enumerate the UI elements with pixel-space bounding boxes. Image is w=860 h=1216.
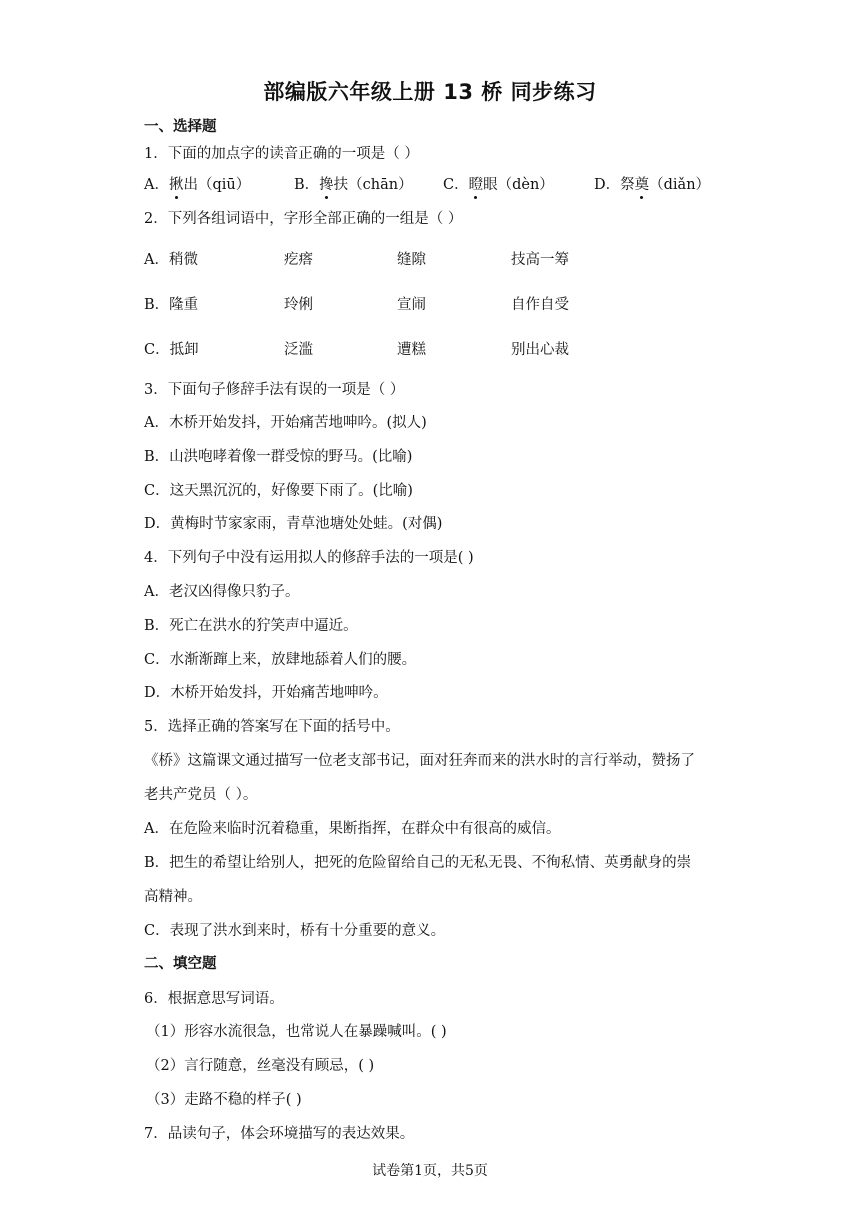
word-cell: A．稍微 bbox=[144, 252, 198, 268]
word-cell: 玲俐 bbox=[284, 297, 313, 313]
question-5-passage-line-2: 老共产党员（ ）。 bbox=[144, 787, 258, 803]
word-cell: 疙瘩 bbox=[284, 252, 313, 268]
question-6-item-2: （2）言行随意，丝毫没有顾忌，( ) bbox=[146, 1058, 375, 1074]
option-prefix: A． bbox=[144, 177, 169, 193]
page-title: 部编版六年级上册 13 桥 同步练习 bbox=[263, 80, 597, 104]
question-2-stem: 2．下列各组词语中，字形全部正确的一组是（ ） bbox=[144, 211, 463, 227]
question-5-stem: 5．选择正确的答案写在下面的括号中。 bbox=[144, 719, 400, 735]
option-char: 祭 bbox=[620, 177, 635, 193]
question-4-option-c: C．水渐渐蹿上来，放肆地舔着人们的腰。 bbox=[144, 652, 417, 668]
option-prefix: B． bbox=[294, 177, 320, 193]
word-cell: 宣闹 bbox=[397, 297, 426, 313]
option-char: 眼 bbox=[483, 177, 498, 193]
word-cell: 技高一筹 bbox=[511, 252, 569, 268]
question-5-option-b-line-1: B．把生的希望让给别人，把死的危险留给自己的无私无畏、不徇私情、英勇献身的崇 bbox=[144, 855, 692, 871]
word-cell: 缝隙 bbox=[397, 252, 426, 268]
question-4-option-d: D．木桥开始发抖，开始痛苦地呻吟。 bbox=[144, 685, 388, 701]
question-1-stem: 1．下面的加点字的读音正确的一项是（ ） bbox=[144, 146, 419, 162]
question-6-item-3: （3）走路不稳的样子( ) bbox=[146, 1092, 302, 1108]
word-cell: 自作自受 bbox=[511, 297, 569, 313]
question-5-option-c: C．表现了洪水到来时，桥有十分重要的意义。 bbox=[144, 923, 446, 939]
section-heading-fill: 二、填空题 bbox=[144, 956, 217, 972]
word-cell: C．抵卸 bbox=[144, 342, 199, 358]
question-1-option-b bbox=[294, 173, 413, 194]
word-cell: 遭糕 bbox=[397, 342, 426, 358]
dotted-char: 瞪 bbox=[469, 173, 484, 194]
dotted-char: 奠 bbox=[635, 173, 650, 194]
question-5-passage-line-1: 《桥》这篇课文通过描写一位老支部书记，面对狂奔而来的洪水时的言行举动，赞扬了 bbox=[144, 753, 695, 769]
dotted-char: 搀 bbox=[319, 173, 334, 194]
question-1-option-c bbox=[443, 173, 554, 194]
option-pinyin: （chān） bbox=[348, 177, 413, 193]
word-cell: 别出心裁 bbox=[511, 342, 569, 358]
dotted-char: 揪 bbox=[169, 173, 184, 194]
question-4-stem: 4．下列句子中没有运用拟人的修辞手法的一项是( ) bbox=[144, 550, 474, 566]
question-1-option-d bbox=[594, 173, 710, 194]
word-cell: 泛滥 bbox=[284, 342, 313, 358]
option-pinyin: （qiū） bbox=[197, 177, 251, 193]
option-prefix: C． bbox=[443, 177, 469, 193]
question-3-option-c: C．这天黑沉沉的，好像要下雨了。(比喻) bbox=[144, 483, 413, 499]
option-char: 出 bbox=[183, 177, 198, 193]
page-footer: 试卷第1页，共5页 bbox=[372, 1163, 488, 1179]
word-cell: B．隆重 bbox=[144, 297, 199, 313]
question-5-option-b-line-2: 高精神。 bbox=[144, 889, 202, 905]
question-5-option-a: A．在危险来临时沉着稳重，果断指挥，在群众中有很高的威信。 bbox=[144, 821, 561, 837]
section-heading-choice: 一、选择题 bbox=[144, 119, 217, 135]
question-7-stem: 7．品读句子，体会环境描写的表达效果。 bbox=[144, 1126, 415, 1142]
question-6-item-1: （1）形容水流很急，也常说人在暴躁喊叫。( ) bbox=[146, 1024, 447, 1040]
question-3-option-a: A．木桥开始发抖，开始痛苦地呻吟。(拟人) bbox=[144, 415, 427, 431]
option-pinyin: （dèn） bbox=[497, 177, 554, 193]
question-3-option-b: B．山洪咆哮着像一群受惊的野马。(比喻) bbox=[144, 449, 413, 465]
question-1-option-a bbox=[144, 173, 250, 194]
option-char: 扶 bbox=[333, 177, 349, 193]
question-3-stem: 3．下面句子修辞手法有误的一项是（ ） bbox=[144, 382, 405, 398]
question-6-stem: 6．根据意思写词语。 bbox=[144, 991, 284, 1007]
question-4-option-a: A．老汉凶得像只豹子。 bbox=[144, 584, 300, 600]
question-3-option-d: D．黄梅时节家家雨，青草池塘处处蛙。(对偶) bbox=[144, 516, 443, 532]
option-pinyin: （diǎn） bbox=[649, 177, 711, 193]
option-prefix: D． bbox=[594, 177, 621, 193]
question-4-option-b: B．死亡在洪水的狞笑声中逼近。 bbox=[144, 618, 358, 634]
